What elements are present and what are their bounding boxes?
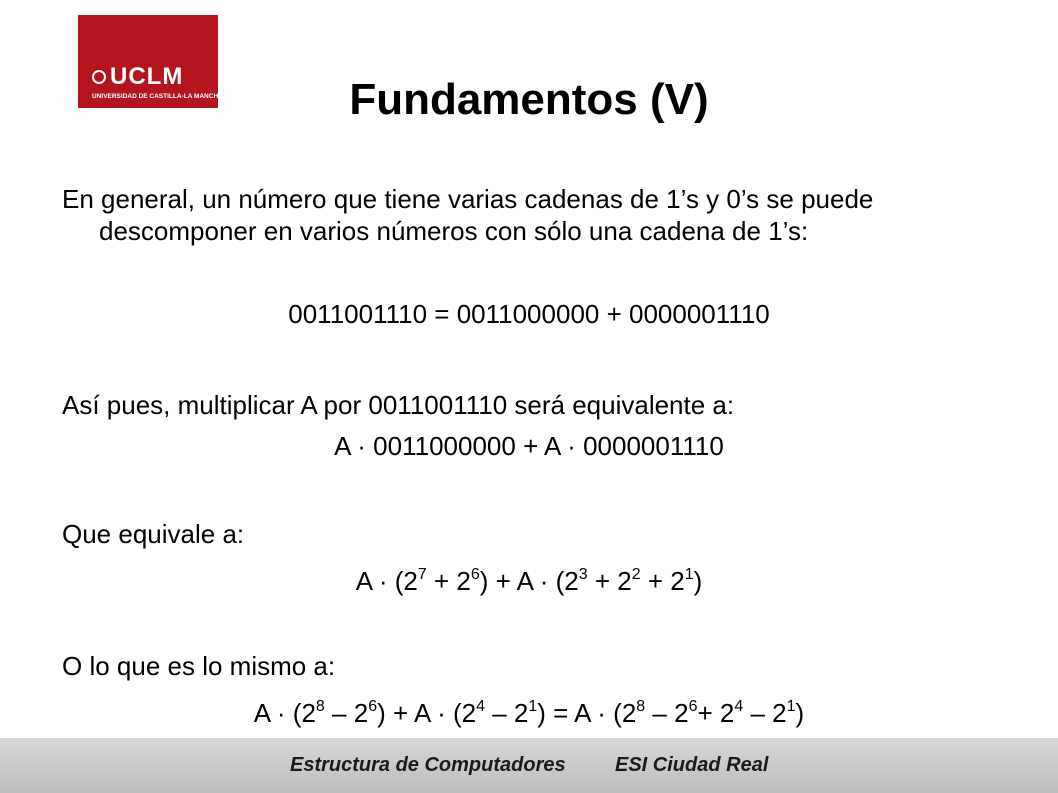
eq3-part: + 2 [426,566,471,596]
eq3-part: ) [693,566,703,596]
statement-2: Así pues, multiplicar A por 0011001110 será equivalente a: [62,390,735,420]
eq3-exponent: 2 [631,566,641,583]
logo-subtitle: UNIVERSIDAD DE CASTILLA-LA MANCHA [92,93,223,100]
eq4-part: – 2 [743,698,787,728]
eq3-exponent: 3 [578,566,588,583]
intro-paragraph: En general, un número que tiene varias cadenas de 1’s y 0’s se puede descomponer en varios números con sólo una cadena de 1’s: [62,184,874,246]
eq4-part: – 2 [324,698,369,728]
footer-bar [0,738,1058,793]
intro-text [62,183,997,247]
eq4-part: – 2 [645,698,689,728]
eq4-exponent: 1 [786,698,796,715]
eq3-part: A · (2 [355,566,418,596]
eq3-part: + 2 [587,566,632,596]
eq4-exponent: 8 [315,698,325,715]
eq3-part: ) + A · (2 [479,566,579,596]
eq4-exponent: 4 [734,698,744,715]
logo-name: UCLM [110,63,184,90]
equation-2: A · 0011000000 + A · 0000001110 [334,431,724,461]
statement-3: Que equivale a: [62,519,245,549]
eq3-part: + 2 [640,566,685,596]
eq4-exponent: 6 [368,698,378,715]
eq4-exponent: 1 [528,698,538,715]
eq4-exponent: 8 [636,698,646,715]
eq4-part: ) + A · (2 [377,698,477,728]
eq4-part: A · (2 [253,698,316,728]
eq4-part: + 2 [697,698,735,728]
eq4-part: – 2 [485,698,529,728]
slide-title: Fundamentos (V) [349,75,709,124]
footer-school: ESI Ciudad Real [615,754,769,776]
statement-4: O lo que es lo mismo a: [62,651,336,681]
eq3-exponent: 1 [684,566,694,583]
equation-4 [0,697,1058,729]
eq4-exponent: 4 [476,698,486,715]
eq3-exponent: 7 [417,566,427,583]
eq4-part: ) [795,698,805,728]
eq4-exponent: 6 [688,698,698,715]
eq3-exponent: 6 [470,566,480,583]
equation-3 [0,565,1058,597]
equation-1: 0011001110 = 0011000000 + 0000001110 [288,299,770,329]
footer-course: Estructura de Computadores [290,754,566,776]
eq4-part: ) = A · (2 [537,698,637,728]
